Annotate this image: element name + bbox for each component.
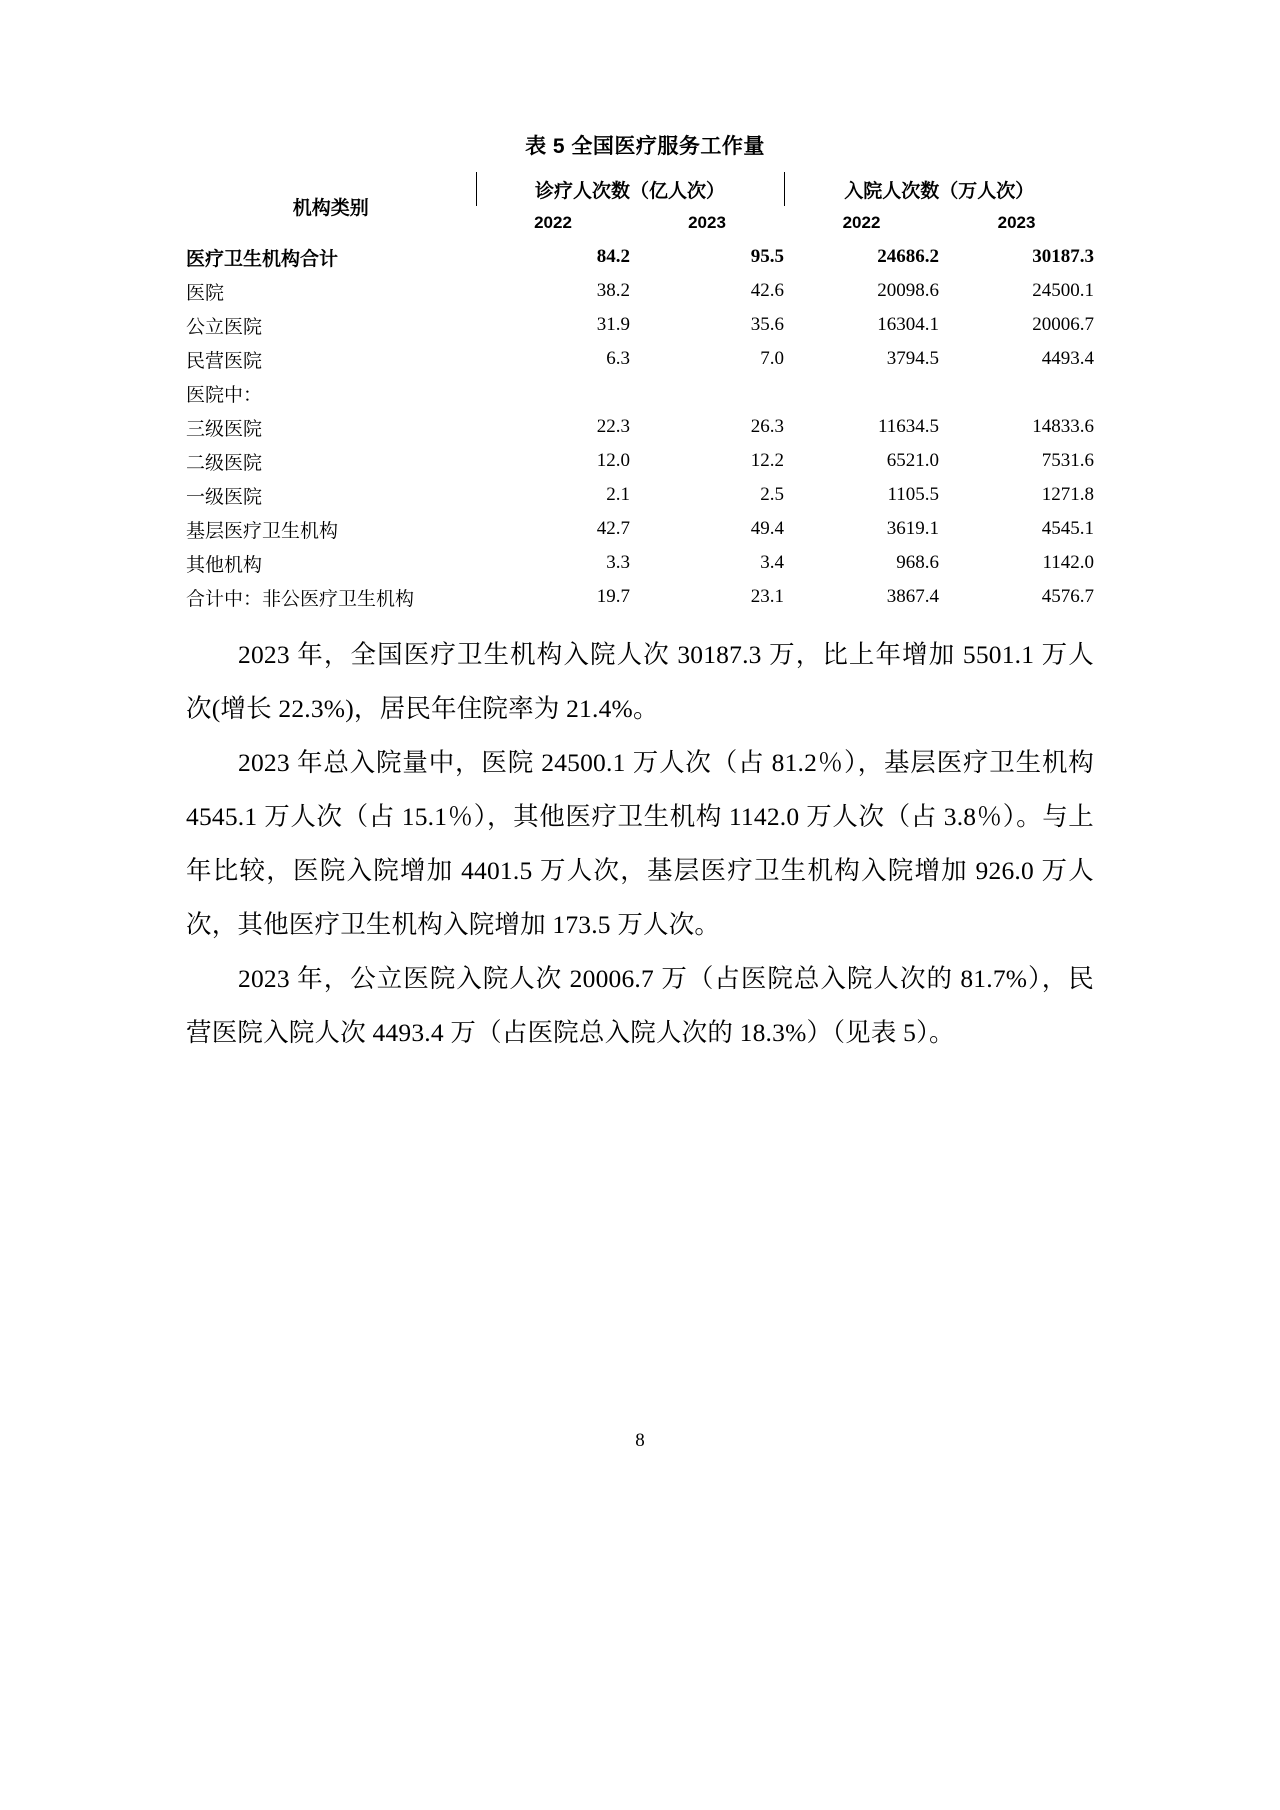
row-label: 民营医院 (186, 350, 263, 372)
row-value: 3.3 (606, 552, 630, 573)
row-value: 12.0 (596, 450, 630, 471)
column-header-outpatient-2023: 2023 (688, 213, 726, 232)
row-value (939, 376, 1094, 410)
row-value: 2.5 (760, 484, 785, 505)
row-value: 31.9 (596, 314, 630, 335)
row-value: 7.0 (760, 348, 785, 369)
table-row (186, 410, 1094, 444)
row-value: 1142.0 (1042, 552, 1095, 573)
body-text (186, 628, 1094, 1060)
table-row (186, 512, 1094, 546)
paragraph: 2023 年，公立医院入院人次 20006.7 万（占医院总入院人次的 81.7%），民营医院入院人次 4493.4 万（占医院总入院人次的 18.3%）（见表 5）。 (186, 964, 1094, 1047)
page-number: 8 (635, 1430, 645, 1451)
row-value: 4493.4 (1041, 348, 1095, 369)
row-value: 22.3 (596, 416, 630, 437)
table-row (186, 308, 1094, 342)
row-label: 基层医疗卫生机构 (186, 520, 339, 542)
row-label: 三级医院 (186, 418, 263, 440)
row-value: 6521.0 (886, 450, 940, 471)
row-value: 42.7 (596, 518, 630, 539)
table-title: 表 5 全国医疗服务工作量 (525, 135, 765, 158)
paragraph: 2023 年，全国医疗卫生机构入院人次 30187.3 万，比上年增加 5501.1 万人次(增长 22.3%)，居民年住院率为 21.4%。 (186, 640, 1094, 723)
row-value: 968.6 (896, 552, 940, 573)
table-row (186, 376, 1094, 410)
row-value: 24500.1 (1032, 280, 1095, 301)
row-value: 16304.1 (877, 314, 940, 335)
table-body (186, 240, 1094, 614)
column-group-outpatient: 诊疗人次数（亿人次） (476, 172, 784, 206)
row-label: 二级医院 (186, 452, 263, 474)
row-value: 3619.1 (886, 518, 940, 539)
row-value: 84.2 (596, 246, 630, 267)
row-value (784, 376, 939, 410)
table-row (186, 546, 1094, 580)
row-value: 24686.2 (877, 246, 940, 267)
row-value: 38.2 (596, 280, 630, 301)
row-value: 7531.6 (1041, 450, 1095, 471)
row-value: 3.4 (760, 552, 785, 573)
table-row (186, 478, 1094, 512)
row-value: 3794.5 (886, 348, 940, 369)
table-row (186, 580, 1094, 614)
row-label: 公立医院 (186, 316, 263, 338)
row-value: 3867.4 (886, 586, 940, 607)
row-value: 1105.5 (887, 484, 940, 505)
row-label: 其他机构 (186, 554, 263, 576)
row-value: 23.1 (750, 586, 785, 607)
row-value: 1271.8 (1041, 484, 1095, 505)
row-value: 49.4 (750, 518, 785, 539)
row-value (476, 376, 630, 410)
row-value: 2.1 (606, 484, 630, 505)
row-value: 12.2 (750, 450, 785, 471)
row-value: 26.3 (750, 416, 785, 437)
table-row (186, 444, 1094, 478)
row-value (630, 376, 784, 410)
row-value: 42.6 (750, 280, 785, 301)
column-header-inpatient-2022: 2022 (842, 213, 881, 232)
row-value: 95.5 (750, 246, 785, 267)
table-row (186, 240, 1094, 274)
medical-service-volume-table (186, 172, 1094, 614)
row-value: 20006.7 (1032, 314, 1095, 335)
row-value: 19.7 (596, 586, 630, 607)
table-header-row-groups (186, 172, 1094, 206)
column-header-outpatient-2022: 2022 (534, 213, 572, 232)
row-value: 4545.1 (1041, 518, 1095, 539)
row-value: 14833.6 (1032, 416, 1095, 437)
column-group-inpatient: 入院人次数（万人次） (784, 172, 1094, 206)
row-label: 医疗卫生机构合计 (186, 248, 339, 270)
row-value: 30187.3 (1032, 246, 1095, 267)
table-header (186, 172, 1094, 240)
row-label: 医院中： (186, 384, 263, 406)
row-value: 11634.5 (877, 416, 940, 437)
row-value: 4576.7 (1041, 586, 1095, 607)
column-header-category: 机构类别 (292, 197, 369, 219)
paragraph: 2023 年总入院量中，医院 24500.1 万人次（占 81.2％），基层医疗卫生机构 4545.1 万人次（占 15.1％），其他医疗卫生机构 1142.0 万人次（占 3.8％）。与上年比较，医院入院增加 4401.5 万人次，基层医疗卫生机构入院增加 926.0 万人次，其他医疗卫生机构入院增加 173.5 万人次。 (186, 748, 1094, 939)
row-label: 合计中：非公医疗卫生机构 (186, 588, 415, 610)
page-content (186, 130, 1094, 1060)
row-value: 20098.6 (877, 280, 940, 301)
column-header-inpatient-2023: 2023 (997, 213, 1036, 232)
row-label: 一级医院 (186, 486, 263, 508)
table-row (186, 274, 1094, 308)
row-value: 6.3 (606, 348, 630, 369)
row-value: 35.6 (750, 314, 785, 335)
table-row (186, 342, 1094, 376)
row-label: 医院 (186, 282, 225, 304)
